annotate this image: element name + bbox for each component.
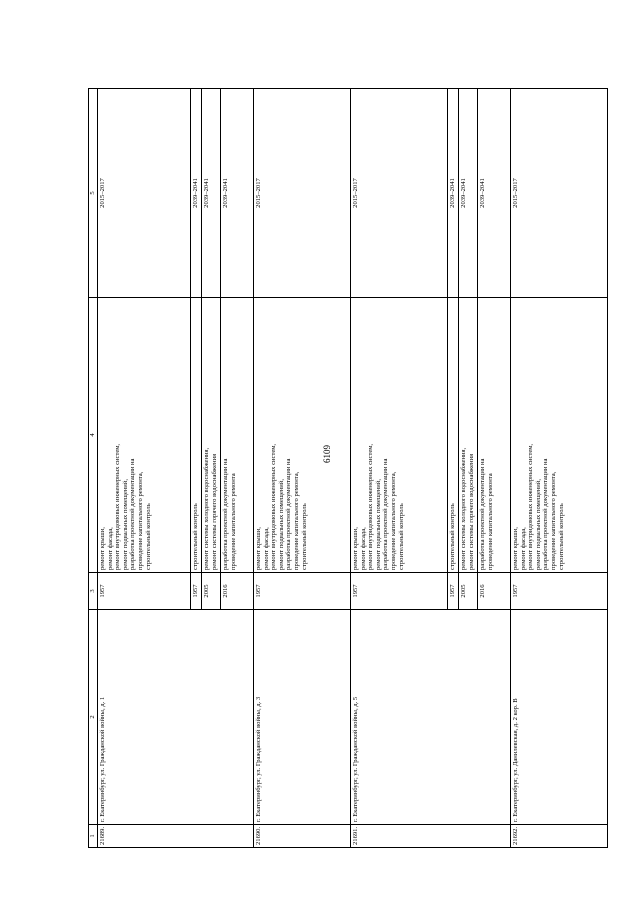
page-number: 6109 [322, 445, 332, 463]
row-number: 21692. [511, 825, 608, 848]
table-row [351, 89, 448, 848]
year-cell: 1957 [511, 573, 608, 610]
works-cell [254, 298, 351, 573]
year-cell: 1957 [98, 573, 191, 610]
header-row [89, 89, 98, 848]
work-item: ремонт внутридомовых инженерных систем, [270, 443, 278, 570]
work-item: проведение капитального ремонта [486, 473, 494, 570]
work-item: ремонт фасада, [106, 527, 114, 570]
work-item: строительный контроль [144, 503, 152, 570]
header-col-4: 4 [89, 298, 98, 573]
work-item: ремонт подвальных помещений, [121, 479, 129, 570]
work-item: проведение капитального ремонта, [136, 471, 144, 570]
year-cell: 1957 [351, 573, 448, 610]
work-item: проведение капитального ремонта, [389, 471, 397, 570]
work-item: ремонт внутридомовых инженерных систем, [114, 443, 122, 570]
table-body [98, 89, 608, 848]
period-cell: 2039–2041 [191, 89, 202, 298]
period-cell: 2039–2041 [459, 89, 478, 298]
work-item: разработка проектной документации на [542, 458, 550, 570]
period-cell: 2015–2017 [254, 89, 351, 298]
work-item: ремонт системы холодного водоснабжения, [460, 447, 467, 570]
header-col-5: 5 [89, 89, 98, 298]
period-cell: 2039–2041 [221, 89, 254, 298]
work-item: проведение капитального ремонта [229, 473, 237, 570]
works-cell [478, 298, 511, 573]
work-item: разработка проектной документации на [222, 458, 229, 570]
work-item: ремонт внутридомовых инженерных систем, [367, 443, 375, 570]
work-item: ремонт подвальных помещений, [534, 479, 542, 570]
rotated-table-wrapper [88, 88, 578, 848]
period-cell: 2015–2017 [98, 89, 191, 298]
table-row [254, 89, 351, 848]
period-cell: 2039–2041 [448, 89, 459, 298]
work-item: ремонт системы холодного водоснабжения, [203, 447, 210, 570]
year-cell: 1957 [191, 573, 202, 610]
work-item: строительный контроль [300, 503, 308, 570]
period-cell: 2039–2041 [478, 89, 511, 298]
row-number: 21691. [351, 825, 511, 848]
header-col-3: 3 [89, 573, 98, 610]
address-cell: г. Екатеринбург, ул. Данилевская, д. 2 кор. В [511, 610, 608, 825]
work-item: ремонт крыши, [99, 527, 106, 570]
year-cell: 2005 [459, 573, 478, 610]
work-item: ремонт крыши, [512, 527, 519, 570]
address-cell: г. Екатеринбург, ул. Гражданской войны, д. 3 [254, 610, 351, 825]
address-cell: г. Екатеринбург, ул. Гражданской войны, д. 5 [351, 610, 511, 825]
work-item: ремонт системы горячего водоснабжения [210, 453, 218, 570]
work-item: строительный контроль [192, 503, 199, 570]
works-cell [191, 298, 202, 573]
period-cell: 2015–2017 [351, 89, 448, 298]
year-cell: 2005 [202, 573, 221, 610]
work-item: ремонт крыши, [352, 527, 359, 570]
works-cell [511, 298, 608, 573]
work-item: ремонт фасада, [359, 527, 367, 570]
work-item: строительный контроль [397, 503, 405, 570]
works-cell [459, 298, 478, 573]
period-cell: 2039–2041 [202, 89, 221, 298]
works-cell [98, 298, 191, 573]
work-item: ремонт подвальных помещений, [277, 479, 285, 570]
year-cell: 2016 [478, 573, 511, 610]
works-cell [221, 298, 254, 573]
work-item: строительный контроль [557, 503, 565, 570]
work-item: строительный контроль [449, 503, 456, 570]
work-item: ремонт фасада, [519, 527, 527, 570]
works-cell [351, 298, 448, 573]
work-item: ремонт системы горячего водоснабжения [467, 453, 475, 570]
work-item: разработка проектной документации на [479, 458, 486, 570]
table-row [511, 89, 608, 848]
work-item: ремонт фасада, [262, 527, 270, 570]
work-item: проведение капитального ремонта, [549, 471, 557, 570]
work-item: ремонт внутридомовых инженерных систем, [527, 443, 535, 570]
year-cell: 1957 [448, 573, 459, 610]
works-cell [202, 298, 221, 573]
row-number: 21690. [254, 825, 351, 848]
work-item: разработка проектной документации на [129, 458, 137, 570]
repair-schedule-table [88, 88, 608, 848]
work-item: ремонт крыши, [255, 527, 262, 570]
address-cell: г. Екатеринбург, ул. Гражданской войны, д. 1 [98, 610, 254, 825]
header-col-1: 1 [89, 825, 98, 848]
table-row [98, 89, 191, 848]
work-item: проведение капитального ремонта, [292, 471, 300, 570]
work-item: разработка проектной документации на [285, 458, 293, 570]
row-number: 21689. [98, 825, 254, 848]
works-cell [448, 298, 459, 573]
year-cell: 2016 [221, 573, 254, 610]
year-cell: 1957 [254, 573, 351, 610]
work-item: разработка проектной документации на [382, 458, 390, 570]
work-item: ремонт подвальных помещений, [374, 479, 382, 570]
header-col-2: 2 [89, 610, 98, 825]
period-cell: 2015–2017 [511, 89, 608, 298]
